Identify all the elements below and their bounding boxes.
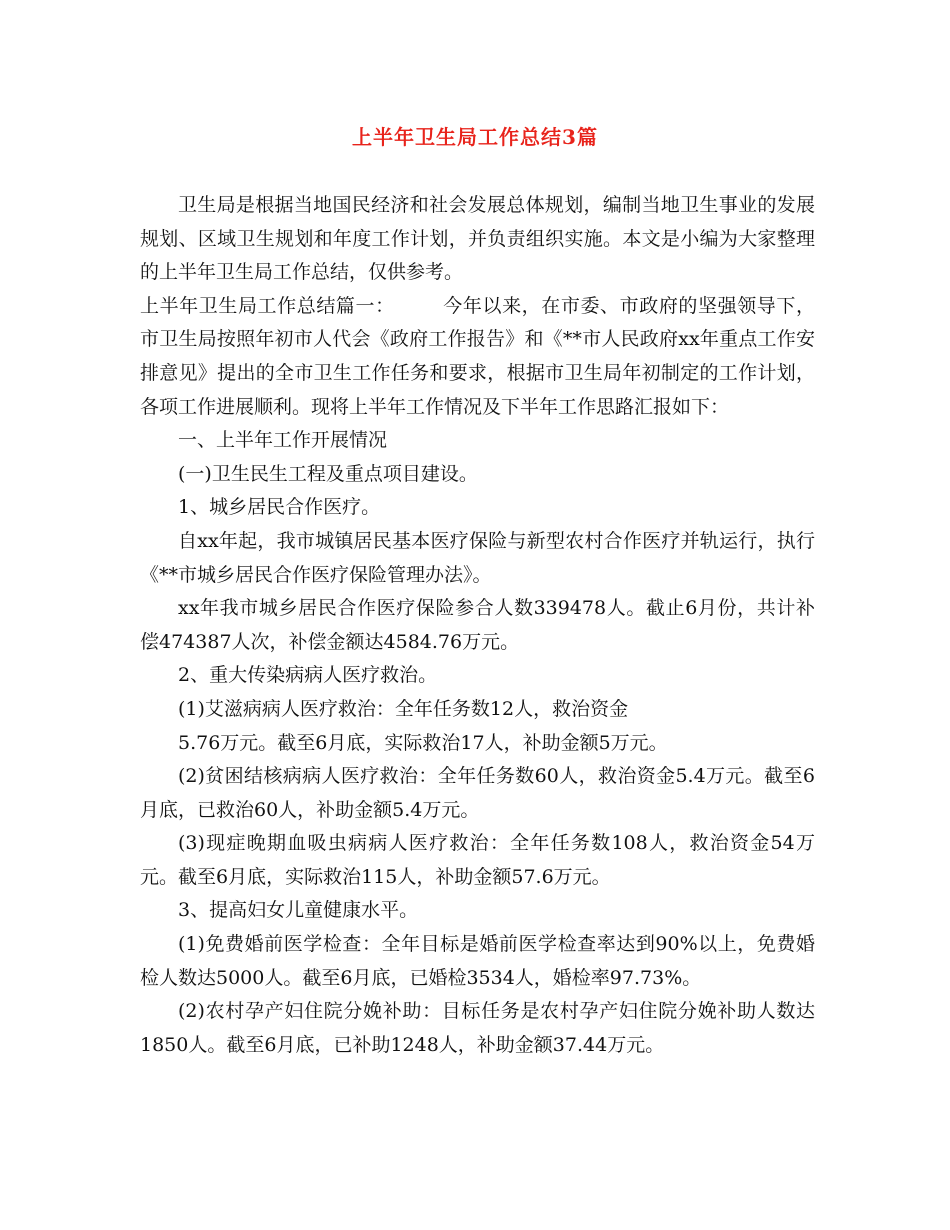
body-paragraph: xx年我市城乡居民合作医疗保险参合人数339478人。截止6月份，共计补偿474387人次，补偿金额达4584.76万元。 xyxy=(140,597,815,653)
body-paragraph: (1)免费婚前医学检查：全年目标是婚前医学检查率达到90%以上，免费婚检人数达5000人。截至6月底，已婚检3534人，婚检率97.73%。 xyxy=(140,933,815,989)
body-paragraph: 5.76万元。截至6月底，实际救治17人，补助金额5万元。 xyxy=(178,731,668,754)
subsection-heading: (一)卫生民生工程及重点项目建设。 xyxy=(178,462,478,485)
intro-paragraph: 卫生局是根据当地国民经济和社会发展总体规划，编制当地卫生事业的发展规划、区域卫生规划和年度工作计划，并负责组织实施。本文是小编为大家整理的上半年卫生局工作总结，仅供参考。 xyxy=(140,194,815,284)
item-heading: 2、重大传染病病人医疗救治。 xyxy=(178,664,438,687)
part1-label: 上半年卫生局工作总结篇一： xyxy=(140,294,395,317)
body-paragraph: (2)贫困结核病病人医疗救治：全年任务数60人，救治资金5.4万元。截至6月底，已救治60人，补助金额5.4万元。 xyxy=(140,765,815,821)
item-heading: 3、提高妇女儿童健康水平。 xyxy=(178,899,419,922)
body-paragraph: (2)农村孕产妇住院分娩补助：目标任务是农村孕产妇住院分娩补助人数达1850人。截至6月底，已补助1248人，补助金额37.44万元。 xyxy=(140,1000,815,1056)
body-paragraph: (1)艾滋病病人医疗救治：全年任务数12人，救治资金 xyxy=(178,697,629,720)
document-body xyxy=(140,189,815,1062)
part1-paragraph xyxy=(140,290,815,424)
body-paragraph: (3)现症晚期血吸虫病病人医疗救治：全年任务数108人，救治资金54万元。截至6月底，实际救治115人，补助金额57.6万元。 xyxy=(140,832,815,888)
document-title: 上半年卫生局工作总结3篇 xyxy=(352,125,598,149)
part1-text: 今年以来，在市委、市政府的坚强领导下，市卫生局按照年初市人代会《政府工作报告》和《**市人民政府xx年重点工作安排意见》提出的全市卫生工作任务和要求，根据市卫生局年初制定的工作计划，各项工作进展顺利。现将上半年工作情况及下半年工作思路汇报如下： xyxy=(140,294,815,418)
section-heading: 一、上半年工作开展情况 xyxy=(178,429,388,452)
body-paragraph: 自xx年起，我市城镇居民基本医疗保险与新型农村合作医疗并轨运行，执行《**市城乡居民合作医疗保险管理办法》。 xyxy=(140,529,815,586)
item-heading: 1、城乡居民合作医疗。 xyxy=(178,496,381,519)
